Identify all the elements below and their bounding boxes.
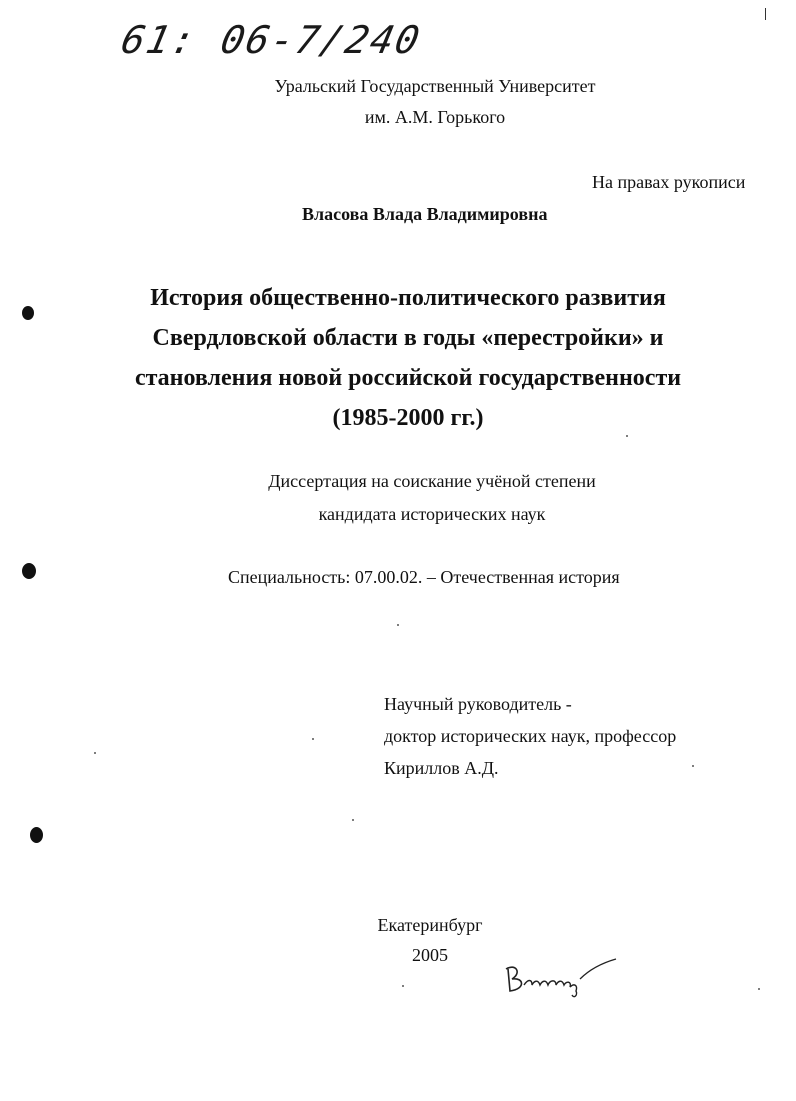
title-line: История общественно-политического развития bbox=[150, 285, 666, 311]
advisor-degree: доктор исторических наук, профессор bbox=[384, 726, 677, 746]
scan-speck bbox=[312, 738, 314, 740]
margin-tick bbox=[765, 8, 766, 20]
rights-note: На правах рукописи bbox=[592, 172, 746, 192]
scan-speck bbox=[397, 624, 399, 626]
scan-speck bbox=[692, 765, 694, 767]
punch-hole-mark bbox=[22, 563, 36, 579]
title-years: (1985-2000 гг.) bbox=[332, 405, 484, 431]
advisor-name: Кириллов А.Д. bbox=[384, 758, 499, 778]
signature-icon bbox=[498, 955, 623, 1003]
punch-hole-mark bbox=[30, 827, 43, 843]
specialty: Специальность: 07.00.02. – Отечественная история bbox=[228, 567, 620, 587]
scan-speck bbox=[94, 752, 96, 754]
degree-field: кандидата исторических наук bbox=[318, 504, 546, 524]
punch-hole-mark bbox=[22, 306, 34, 320]
advisor-role: Научный руководитель - bbox=[384, 694, 572, 714]
title-line: становления новой российской государственности bbox=[134, 365, 682, 391]
dissertation-title bbox=[10, 278, 796, 438]
degree-line: Диссертация на соискание учёной степени bbox=[268, 471, 596, 491]
city: Екатеринбург bbox=[377, 915, 483, 935]
scan-speck bbox=[402, 985, 404, 987]
scan-speck bbox=[352, 819, 354, 821]
university-name: Уральский Государственный Университет bbox=[274, 76, 596, 96]
university-honorific: им. А.М. Горького bbox=[364, 107, 506, 127]
author-name: Власова Влада Владимировна bbox=[302, 204, 548, 224]
year: 2005 bbox=[412, 945, 448, 965]
scan-speck bbox=[626, 435, 628, 437]
title-line: Свердловской области в годы «перестройки» и bbox=[152, 325, 664, 351]
scan-speck bbox=[758, 988, 760, 990]
archive-code: 61: 06-7/240 bbox=[117, 18, 426, 62]
